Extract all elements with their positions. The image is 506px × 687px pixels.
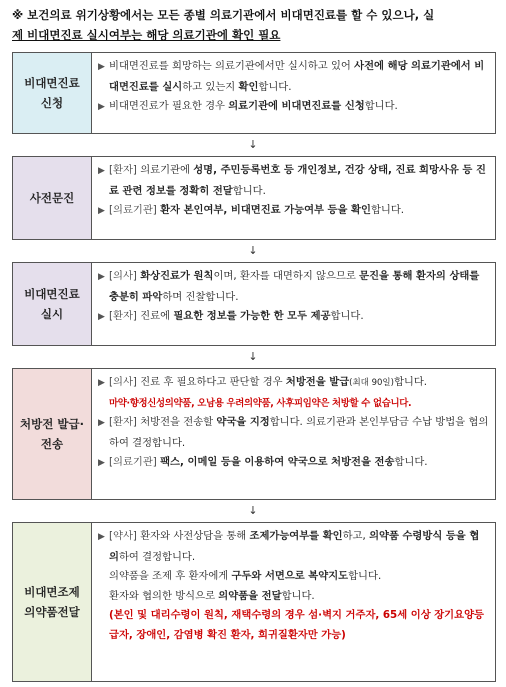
list-item: ▶ [약사] 환자와 사전상담을 통해 조제가능여부를 확인하고, 의약품 수령방식 등을 협의하여 결정합니다. <box>98 530 480 563</box>
step-label-dispensing: 비대면조제 의약품전달 <box>13 523 92 681</box>
list-item: ▶ [의료기관] 팩스, 이메일 등을 이용하여 약국으로 처방전을 전송합니다. <box>98 453 489 474</box>
triangle-bullet-icon: ▶ <box>98 312 105 322</box>
list-item: 의약품을 조제 후 환자에게 구두와 서면으로 복약지도합니다. <box>109 570 382 582</box>
step-consultation <box>12 262 496 346</box>
list-item: ▶ [의료기관] 환자 본인여부, 비대면진료 가능여부 등을 확인합니다. <box>98 201 489 222</box>
down-arrow-icon: ↓ <box>248 350 258 363</box>
triangle-bullet-icon: ▶ <box>98 102 105 112</box>
step-content-consultation <box>92 263 495 345</box>
step-content-dispensing <box>92 523 495 681</box>
triangle-bullet-icon: ▶ <box>98 206 105 216</box>
list-item: ▶ [의사] 화상진료가 원칙이며, 환자를 대면하지 않으므로 문진을 통해 환자의 상태를 충분히 파악하며 진찰합니다. <box>98 270 480 303</box>
step-prescription <box>12 368 496 500</box>
step-label-consultation: 비대면진료 실시 <box>13 263 92 345</box>
list-item: ▶ [환자] 처방전을 전송할 약국을 지정합니다. 의료기관과 본인부담금 수납 방법을 협의하여 결정합니다. <box>98 416 489 449</box>
notice-line-2: 제 비대면진료 실시여부는 해당 의료기관에 확인 필요 <box>12 28 281 42</box>
step-content-prescription <box>92 369 495 499</box>
list-item: ▶ [의사] 진료 후 필요하다고 판단할 경우 처방전을 발급(최대 90일)합니다. <box>98 373 489 394</box>
list-item: 환자와 협의한 방식으로 의약품을 전달합니다. <box>109 589 315 602</box>
list-item: ▶ [환자] 진료에 필요한 정보를 가능한 한 모두 제공합니다. <box>98 307 489 328</box>
triangle-bullet-icon: ▶ <box>98 458 105 468</box>
list-item: ▶ 비대면진료가 필요한 경우 의료기관에 비대면진료를 신청합니다. <box>98 97 489 118</box>
step-label-application: 비대면진료 신청 <box>13 53 92 133</box>
list-item: ▶ [환자] 의료기관에 성명, 주민등록번호 등 개인정보, 건강 상태, 진료 희망사유 등 진료 관련 정보를 정확히 전달합니다. <box>98 164 486 197</box>
triangle-bullet-icon: ▶ <box>98 166 105 176</box>
step-dispensing <box>12 522 496 682</box>
triangle-bullet-icon: ▶ <box>98 532 105 542</box>
step-label-pre-consultation: 사전문진 <box>13 157 92 239</box>
step-application <box>12 52 496 134</box>
down-arrow-icon: ↓ <box>248 504 258 517</box>
step-content-pre-consultation <box>92 157 495 239</box>
notice-text <box>12 5 498 45</box>
step-content-application <box>92 53 495 133</box>
down-arrow-icon: ↓ <box>248 244 258 257</box>
step-label-prescription: 처방전 발급· 전송 <box>13 369 92 499</box>
down-arrow-icon: ↓ <box>248 138 258 151</box>
step-pre-consultation <box>12 156 496 240</box>
triangle-bullet-icon: ▶ <box>98 62 105 72</box>
list-item: ▶ 비대면진료를 희망하는 의료기관에서만 실시하고 있어 사전에 해당 의료기관에서 비대면진료를 실시하고 있는지 확인합니다. <box>98 60 485 93</box>
notice-line-1: ※ 보건의료 위기상황에서는 모든 종별 의료기관에서 비대면진료를 할 수 있으나, 실 <box>12 8 435 22</box>
triangle-bullet-icon: ▶ <box>98 418 105 428</box>
restriction-warning: 마약·향정신성의약품, 오남용 우려의약품, 사후피임약은 처방할 수 없습니다. <box>109 397 412 409</box>
triangle-bullet-icon: ▶ <box>98 378 105 388</box>
triangle-bullet-icon: ▶ <box>98 272 105 282</box>
delivery-eligibility-note: (본인 및 대리수령이 원칙, 재택수령의 경우 섬·벽지 거주자, 65세 이상 장기요양등급자, 장애인, 감염병 확진 환자, 희귀질환자만 가능) <box>109 609 484 641</box>
